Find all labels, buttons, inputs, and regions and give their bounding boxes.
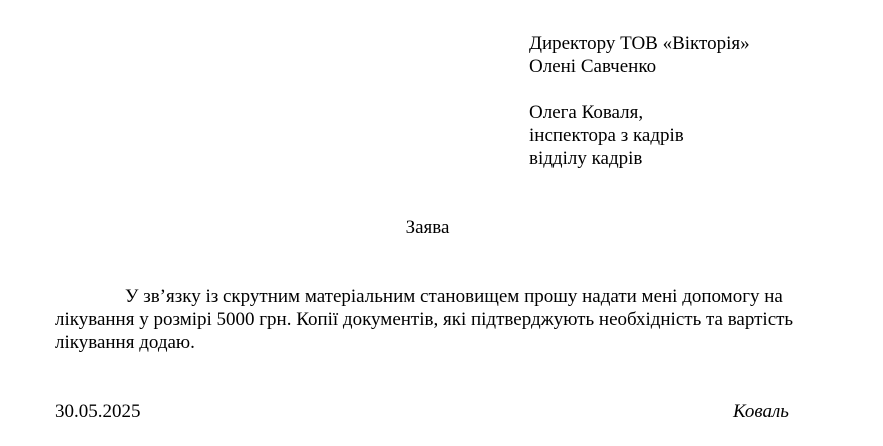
recipient-position: Директору ТОВ «Вікторія» [529,33,750,54]
sender-name: Олега Коваля, [529,102,644,123]
addressee-spacer [529,78,750,101]
addressee-block [529,32,750,170]
recipient-name: Олені Савченко [529,56,657,77]
signature: Коваль [733,401,789,422]
sender-position: інспектора з кадрів [529,125,684,146]
document-date: 30.05.2025 [55,401,141,422]
document-body: У зв’язку із скрутним матеріальним становищем прошу надати мені допомогу на лікування у розмірі 5000 грн. Копії документів, які підтверджують необхідність та вартість лікування додаю. [55,286,794,353]
sender-department: відділу кадрів [529,148,643,169]
document-title: Заява [405,217,450,238]
